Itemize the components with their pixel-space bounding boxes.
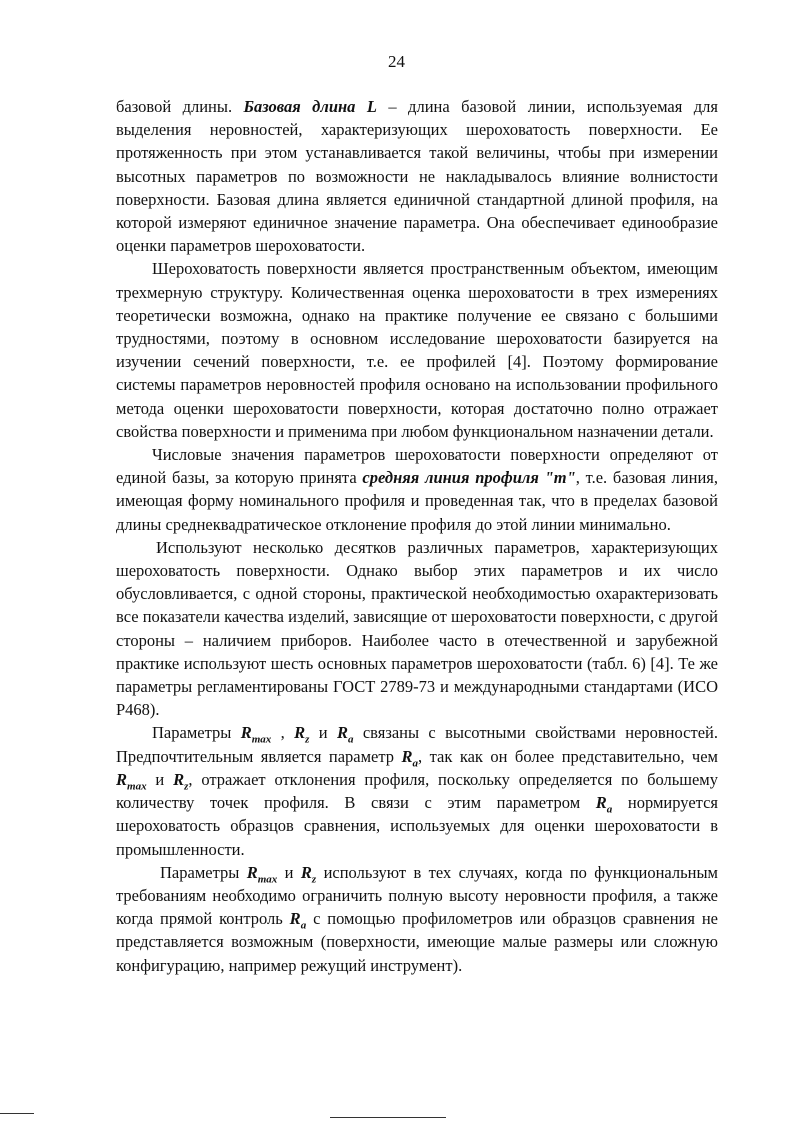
param-rmax: $R_{max}$ bbox=[116, 769, 147, 793]
paragraph-4: Используют несколько десятков различных параметров, характеризующих шероховатость поверхности. Однако выбор этих параметров и их число обусловливается, с одной стороны, практической необходимостью охарактеризовать все показатели качества изделий, зависящие от шероховатости поверхности, с другой стороны – наличием приборов. Наиболее часто в отечественной и зарубежной практике используют шесть основных параметров шероховатости (табл. 6) [4]. Те же параметры регламентированы ГОСТ 2789-73 и международными стандартами (ИСО Р468). bbox=[116, 537, 718, 720]
text-run: базовой длины. bbox=[116, 97, 244, 116]
text-run: , т.е. базовая линия, имеющая форму номинального профиля и проведенная так, что в пределах базовой длины среднеквадратическое отклонение профиля до этой линии минимально. bbox=[116, 468, 718, 534]
text-run: с помощью профилометров или образцов сравнения не представляется возможным (поверхности, имеющие малые размеры или сложную конфигурацию, например режущий инструмент). bbox=[116, 909, 718, 975]
text-run: Параметры bbox=[160, 862, 247, 882]
param-rz: $R_z$ bbox=[294, 723, 310, 746]
paragraph-6 bbox=[116, 861, 718, 977]
text-run: связаны с высотными свойствами неровностей. Предпочтительным является параметр bbox=[116, 723, 718, 766]
paragraph-5 bbox=[116, 721, 718, 860]
param-rz: $R_z$ bbox=[173, 769, 189, 793]
text-run: и bbox=[309, 723, 337, 743]
text-run: нормируется шероховатость образцов сравнения, используемых для оценки шероховатости в промышленности. bbox=[116, 793, 718, 859]
page-number: 24 bbox=[388, 52, 405, 71]
text-run: используют в тех случаях, когда по функциональным требованиям необходимо ограничить полную высоту неровности профиля, а также когда прямой контроль bbox=[116, 862, 718, 929]
param-rz: $R_z$ bbox=[300, 862, 317, 885]
text-run: Числовые значения параметров шероховатости поверхности определяют от единой базы, за которую принята bbox=[116, 445, 718, 488]
footnote-separator bbox=[330, 1117, 446, 1118]
term-mean-line: средняя линия профиля "m" bbox=[362, 468, 576, 488]
text-run: , так как он более представительно, чем bbox=[418, 746, 718, 766]
text-run: и bbox=[277, 862, 301, 882]
param-rmax: $R_{max}$ bbox=[240, 723, 272, 746]
text-run: , отражает отклонения профиля, поскольку определяется по большему количеству точек профиля. В связи с этим параметром bbox=[116, 769, 718, 813]
param-ra: $R_a$ bbox=[336, 723, 354, 746]
text-run: и bbox=[146, 769, 174, 789]
text-run: , bbox=[271, 723, 295, 743]
paragraph-2: Шероховатость поверхности является пространственным объектом, имеющим трехмерную структуру. Количественная оценка шероховатости в трех измерениях теоретически возможна, однако на практике получение ее связано с большими трудностями, поэтому в основном исследование шероховатости базируется на изучении сечений поверхности, т.е. ее профилей [4]. Поэтому формирование системы параметров неровностей профиля основано на использовании профильного метода оценки шероховатости поверхности, которая достаточно полно отражает свойства поверхности и применима при любом функциональном назначении детали. bbox=[116, 259, 718, 441]
paragraph-3 bbox=[116, 443, 718, 536]
param-rmax: $R_{max}$ bbox=[246, 862, 278, 885]
text-run: – длина базовой линии, используемая для выделения неровностей, характеризующих шероховатость поверхности. Ее протяженность при этом устанавливается такой величины, чтобы при измерении высотных параметров по возможности не накладывалось влияние волнистости поверхности. Базовая длина является единичной стандартной длиной профиля, на которой измеряют единичное значение параметра. Она обеспечивает единообразие оценки параметров шероховатости. bbox=[116, 97, 719, 256]
term-base-length: Базовая длина L bbox=[243, 97, 377, 116]
param-ra: $R_a$ bbox=[401, 746, 419, 769]
paragraph-1 bbox=[116, 95, 718, 257]
body-text bbox=[116, 95, 718, 977]
param-ra: $R_a$ bbox=[595, 793, 613, 816]
scan-edge-line bbox=[0, 1113, 34, 1114]
param-ra: $R_a$ bbox=[289, 909, 307, 932]
text-run: Параметры bbox=[152, 723, 241, 743]
